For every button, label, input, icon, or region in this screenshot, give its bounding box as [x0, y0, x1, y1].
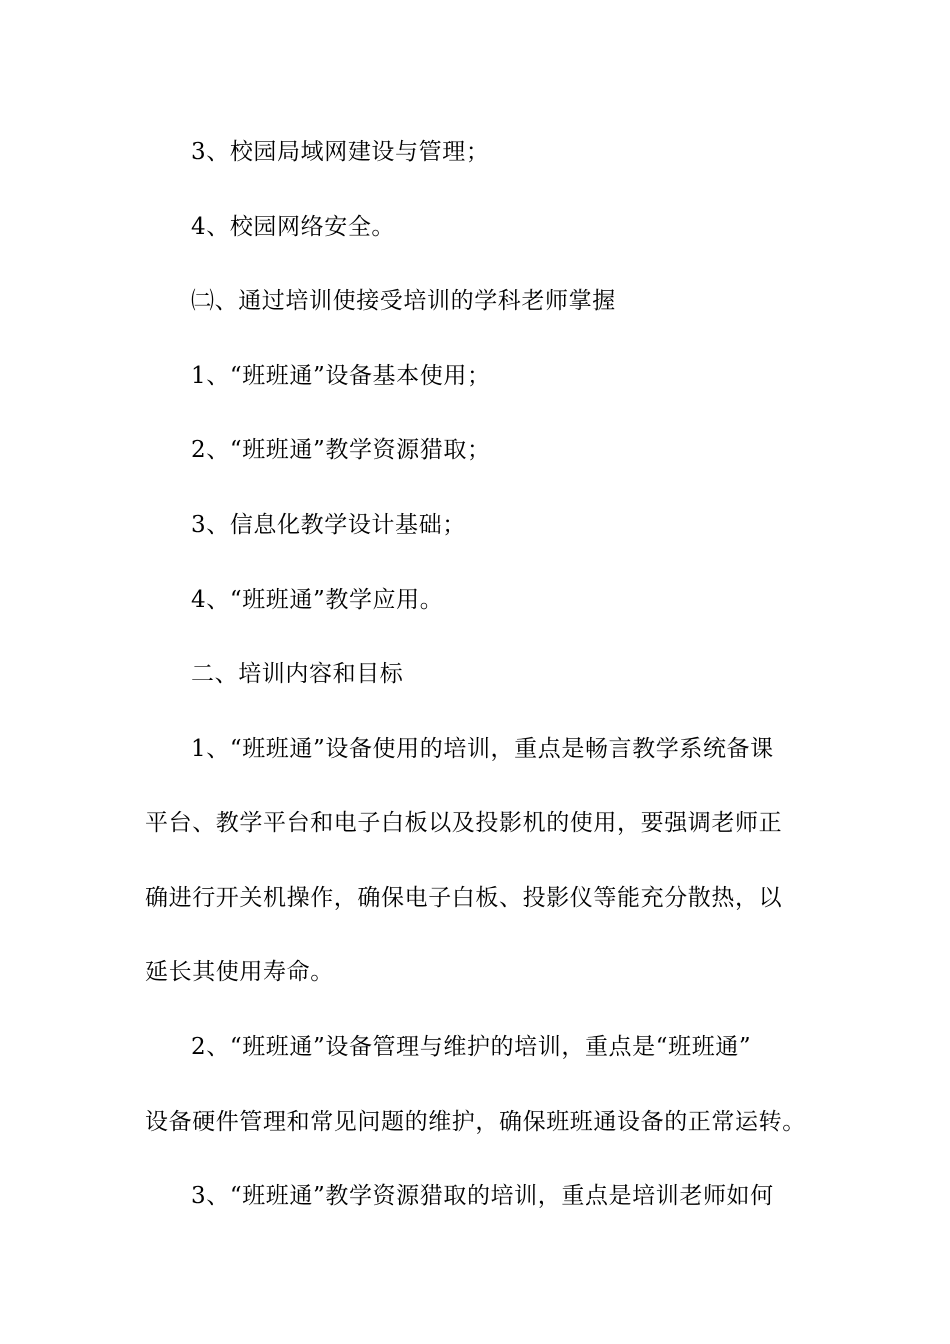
paragraph-device-use-line-1: 1、“班班通”设备使用的培训，重点是畅言教学系统备课: [191, 736, 774, 762]
list-item-teaching-application: 4、“班班通”教学应用。: [191, 587, 444, 613]
list-item-instruction-design: 3、信息化教学设计基础；: [191, 512, 466, 538]
paragraph-device-maintenance-line-2: 设备硬件管理和常见问题的维护，确保班班通设备的正常运转。: [145, 1109, 806, 1135]
paragraph-device-maintenance-line-1: 2、“班班通”设备管理与维护的培训，重点是“班班通”: [191, 1034, 752, 1060]
paragraph-device-use-line-2: 平台、教学平台和电子白板以及投影机的使用，要强调老师正: [145, 810, 783, 836]
paragraph-device-use-line-3: 确进行开关机操作，确保电子白板、投影仪等能充分散热，以: [145, 885, 783, 911]
section-heading-training-content: 二、培训内容和目标: [191, 661, 404, 687]
paragraph-resource-training-line-1: 3、“班班通”教学资源猎取的培训，重点是培训老师如何: [191, 1183, 774, 1209]
list-item-device-basic-use: 1、“班班通”设备基本使用；: [191, 363, 491, 389]
paragraph-device-use-line-4: 延长其使用寿命。: [145, 959, 334, 985]
list-item-network-security: 4、校园网络安全。: [191, 214, 396, 240]
list-item-campus-lan: 3、校园局域网建设与管理；: [191, 139, 490, 165]
section-heading-teacher-training: ㈡、通过培训使接受培训的学科老师掌握: [191, 288, 616, 314]
list-item-teaching-resources: 2、“班班通”教学资源猎取；: [191, 437, 491, 463]
